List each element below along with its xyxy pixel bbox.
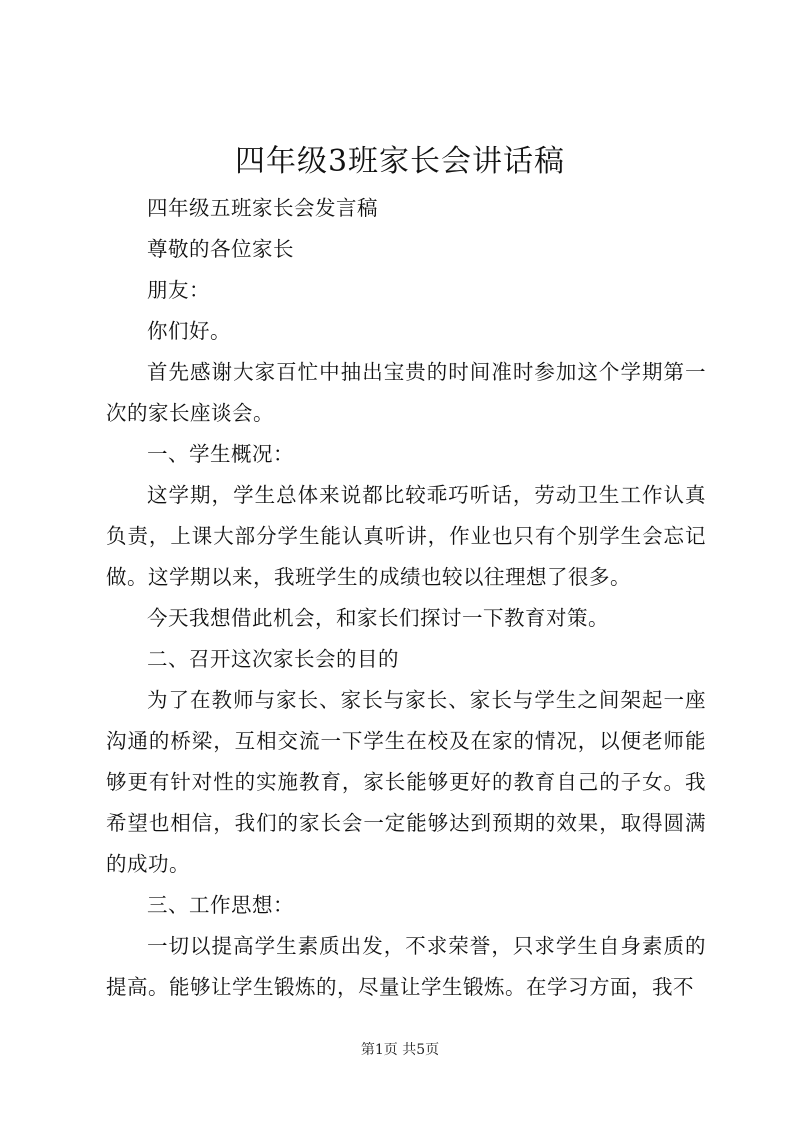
document-body — [106, 188, 706, 1008]
paragraph: 今天我想借此机会，和家长们探讨一下教育对策。 — [147, 606, 609, 630]
page-number-footer: 第1页 共5页 — [360, 1042, 440, 1058]
paragraph: 四年级五班家长会发言稿 — [147, 196, 378, 220]
paragraph: 一切以提高学生素质出发，不求荣誉，只求学生自身素质的提高。能够让学生锻炼的，尽量让学生锻炼。在学习方面，我不 — [106, 934, 706, 999]
paragraph: 你们好。 — [147, 319, 231, 343]
paragraph: 这学期，学生总体来说都比较乖巧听话，劳动卫生工作认真负责，上课大部分学生能认真听讲，作业也只有个别学生会忘记做。这学期以来，我班学生的成绩也较以往理想了很多。 — [106, 483, 706, 589]
document-title: 四年级3班家长会讲话稿 — [234, 144, 566, 179]
section-heading: 一、学生概况： — [147, 442, 294, 466]
section-heading: 二、召开这次家长会的目的 — [147, 647, 399, 671]
section-heading: 三、工作思想： — [147, 893, 294, 917]
paragraph: 首先感谢大家百忙中抽出宝贵的时间准时参加这个学期第一次的家长座谈会。 — [106, 360, 706, 425]
paragraph: 朋友： — [147, 278, 210, 302]
paragraph: 尊敬的各位家长 — [147, 237, 294, 261]
paragraph: 为了在教师与家长、家长与家长、家长与学生之间架起一座沟通的桥梁，互相交流一下学生在校及在家的情况，以便老师能够更有针对性的实施教育，家长能够更好的教育自己的子女。我希望也相信，我们的家长会一定能够达到预期的效果，取得圆满的成功。 — [106, 688, 706, 876]
